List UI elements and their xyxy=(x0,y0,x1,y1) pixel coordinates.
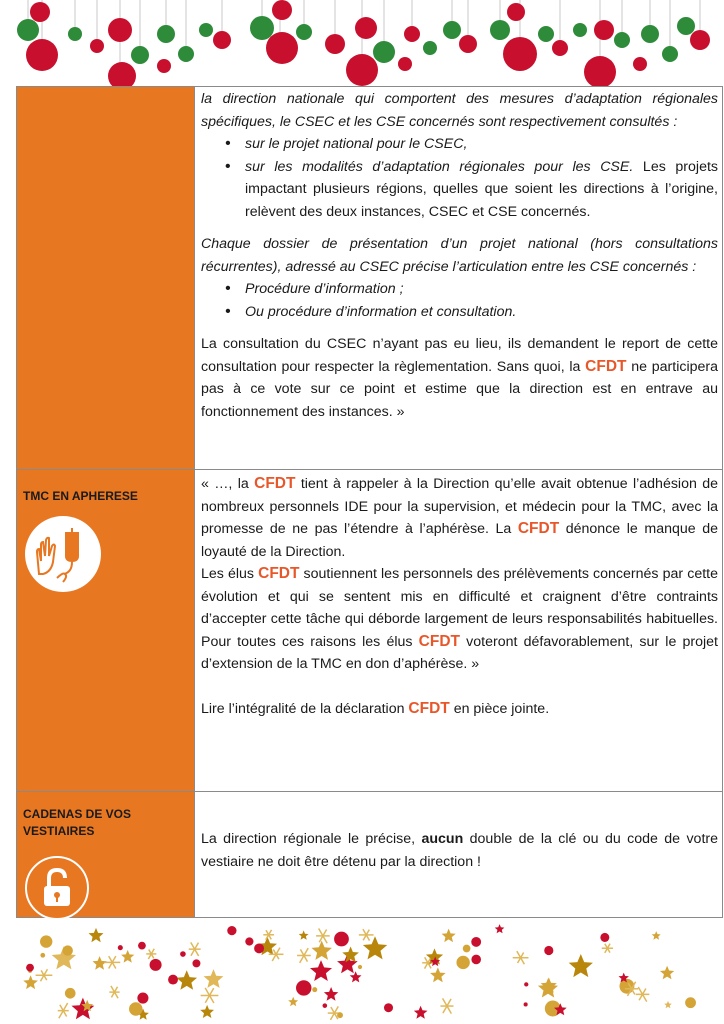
decoration-shape xyxy=(660,966,674,980)
section-label: CADENAS DE VOS VESTIAIRES xyxy=(23,807,132,838)
decoration-shape xyxy=(40,953,45,958)
decoration-shape xyxy=(538,978,558,997)
decoration-shape xyxy=(180,951,186,957)
decoration-shape xyxy=(337,1012,343,1018)
decoration-shape xyxy=(334,932,349,947)
decoration-shape xyxy=(138,942,146,950)
section-content-cell xyxy=(195,87,723,470)
decoration-shape xyxy=(200,1005,214,1018)
christmas-ornaments-banner xyxy=(0,0,724,92)
paragraph: Chaque dossier de présentation d’un projet national (hors consultations récurrentes), adressé au CSEC précise l’articulation entre les CSE concernés : xyxy=(201,236,718,275)
decoration-shape xyxy=(342,947,359,963)
decoration-shape xyxy=(471,955,481,965)
list-item: • sur le projet national pour le CSEC, xyxy=(245,133,718,156)
decoration-shape xyxy=(544,946,553,955)
decoration-shape xyxy=(685,997,696,1008)
paragraph xyxy=(201,563,718,676)
decoration-shape xyxy=(324,987,338,1001)
decoration-shape xyxy=(323,1003,328,1008)
text-run: ne participera pas à ce vote sur ce point et estime que la direction est en entrave au fonctionnement des instances. » xyxy=(201,358,719,420)
decoration-shape xyxy=(89,928,104,942)
decoration-shape xyxy=(58,1003,69,1018)
cfdt-org-name: CFDT xyxy=(254,475,296,492)
decoration-shape xyxy=(129,1002,142,1015)
decoration-shape xyxy=(524,982,528,986)
blood-donation-icon xyxy=(25,516,101,592)
decoration-shape xyxy=(471,937,481,947)
decoration-shape xyxy=(358,965,362,969)
decoration-shape xyxy=(63,945,73,955)
paragraph xyxy=(201,470,718,563)
decoration-shape xyxy=(463,945,471,953)
paragraph: la direction nationale qui comportent des mesures d’adaptation régionales spécifiques, le CSEC et les CSE concernés sont respectivement consultés : xyxy=(201,91,718,130)
decoration-shape xyxy=(288,997,298,1006)
section-content-cell xyxy=(195,792,723,918)
decoration-shape xyxy=(299,930,309,939)
list-item: • Procédure d’information ; xyxy=(245,278,718,301)
cfdt-org-name: CFDT xyxy=(585,357,627,375)
decoration-shape xyxy=(104,956,120,968)
decoration-shape xyxy=(384,1003,393,1012)
star-decoration-icon xyxy=(23,924,696,1020)
decoration-shape xyxy=(23,975,38,989)
decoration-shape xyxy=(65,988,76,999)
table-row xyxy=(17,792,723,918)
text-run: double de la clé ou du code de votre vestiaire ne doit être détenu par la direction ! xyxy=(201,831,718,870)
text-run: La consultation du CSEC n’ayant pas eu lieu, ils demandent le report de cette consultation pour respecter la règlementation. Sans quoi, la xyxy=(201,336,718,375)
decoration-shape xyxy=(602,944,613,953)
text-run: dénonce le manque de loyauté de la Direction. xyxy=(201,521,719,560)
decoration-shape xyxy=(569,954,593,977)
decoration-shape xyxy=(201,988,219,1003)
decoration-shape xyxy=(310,960,332,981)
section-label: TMC EN APHERESE xyxy=(23,489,138,503)
decoration-shape xyxy=(440,998,453,1013)
decoration-shape xyxy=(121,950,134,963)
cfdt-org-name: CFDT xyxy=(408,699,450,717)
festive-stars-banner xyxy=(0,920,724,1024)
decoration-shape xyxy=(297,948,311,963)
decoration-shape xyxy=(36,969,53,981)
text-run: voteront défavorablement, sur le projet d’extension de la TMC en don d’aphérèse. » xyxy=(201,633,718,672)
paragraph xyxy=(201,792,718,873)
section-label-cell xyxy=(17,87,195,470)
decoration-shape xyxy=(296,980,311,995)
table-row xyxy=(17,470,723,792)
ornament-balls-icon xyxy=(17,0,710,90)
decoration-shape xyxy=(312,941,332,960)
decoration-shape xyxy=(312,987,317,992)
decoration-shape xyxy=(168,975,178,985)
decoration-shape xyxy=(204,969,224,988)
list-item-text: Les projets impactant plusieurs régions, quelles que soient les directions à l’origine, relèvent des deux instances, CSEC et CSE concernés. xyxy=(245,158,719,220)
decoration-shape xyxy=(245,937,253,945)
cfdt-org-name: CFDT xyxy=(517,520,560,537)
decoration-shape xyxy=(192,959,200,967)
list-item-italic: sur les modalités d’adaptation régionales pour les CSE. xyxy=(245,158,634,175)
decoration-shape xyxy=(513,951,529,964)
decoration-shape xyxy=(72,998,95,1020)
decoration-shape xyxy=(350,971,362,982)
section-content-cell xyxy=(195,470,723,792)
decoration-shape xyxy=(495,924,505,933)
decoration-shape xyxy=(652,931,661,940)
cfdt-org-name: CFDT xyxy=(258,565,300,582)
decoration-shape xyxy=(263,930,274,940)
decoration-shape xyxy=(254,943,264,953)
decoration-shape xyxy=(150,959,162,971)
list-item: • Ou procédure d’information et consultation. xyxy=(245,301,718,324)
paragraph xyxy=(201,333,718,423)
section-label-cell xyxy=(17,470,195,792)
decoration-shape xyxy=(442,929,456,943)
decoration-shape xyxy=(430,967,446,982)
paragraph xyxy=(201,698,718,721)
decoration-shape xyxy=(137,993,148,1004)
text-run: Les élus xyxy=(201,566,259,582)
text-run: Lire l’intégralité de la déclaration xyxy=(201,700,409,717)
list-item xyxy=(245,156,718,224)
decoration-shape xyxy=(189,942,201,956)
cfdt-org-name: CFDT xyxy=(418,632,460,650)
text-run: tient à rappeler à la Direction qu’elle avait obtenue l’adhésion de nombreux personnels IDE pour la supervision, et médecin pour la TMC, avec la promesse de ne pas l’étendre à l’aphérèse. La xyxy=(201,476,718,537)
decoration-shape xyxy=(176,970,197,990)
bullet-list xyxy=(201,133,718,223)
decoration-shape xyxy=(26,964,34,972)
table-row xyxy=(17,87,723,470)
padlock-open-icon xyxy=(25,856,89,920)
content-table xyxy=(16,86,723,918)
section-label-cell xyxy=(17,792,195,918)
decoration-shape xyxy=(664,1001,672,1008)
text-run: en pièce jointe. xyxy=(449,700,550,717)
decoration-shape xyxy=(109,986,119,998)
text-run: La direction régionale le précise, xyxy=(201,831,422,847)
emphasis: aucun xyxy=(421,831,464,847)
decoration-shape xyxy=(414,1006,428,1019)
decoration-shape xyxy=(456,956,469,969)
decoration-shape xyxy=(600,933,609,942)
decoration-shape xyxy=(363,936,387,959)
decoration-shape xyxy=(316,929,330,944)
text-run: « …, la xyxy=(201,476,255,492)
text-run: soutiennent les personnels des prélèvements concernés par cette évolution et qui se sentent mis en difficulté et craignent d’être contraints d’accepter cette tâche qui déborde largement de leurs responsabilités habituelles. Pour toutes ces raisons les élus xyxy=(201,566,718,650)
decoration-shape xyxy=(118,945,123,950)
bullet-list xyxy=(201,278,718,323)
decoration-shape xyxy=(524,1002,528,1006)
decoration-shape xyxy=(227,926,236,935)
decoration-shape xyxy=(146,949,156,959)
decoration-shape xyxy=(359,929,374,941)
decoration-shape xyxy=(40,935,52,947)
